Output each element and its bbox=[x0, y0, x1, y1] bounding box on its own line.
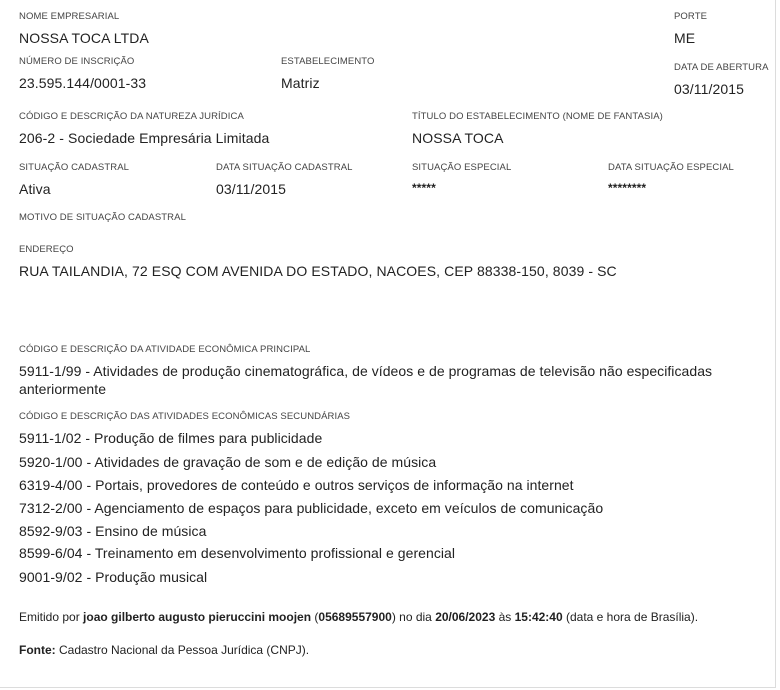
emissao-hora: 15:42:40 bbox=[514, 610, 563, 624]
numero-inscricao-value: 23.595.144/0001-33 bbox=[19, 75, 147, 91]
motivo-situacao-label: MOTIVO DE SITUAÇÃO CADASTRAL bbox=[19, 212, 186, 223]
emissao-as: às bbox=[495, 610, 515, 624]
natureza-juridica-label: CÓDIGO E DESCRIÇÃO DA NATUREZA JURÍDICA bbox=[19, 111, 244, 122]
emissao-abre: ( bbox=[311, 610, 319, 624]
porte-field bbox=[674, 11, 707, 46]
nome-fantasia-value: NOSSA TOCA bbox=[412, 130, 504, 146]
situacao-especial-field bbox=[412, 162, 511, 195]
data-abertura-value: 03/11/2015 bbox=[674, 81, 745, 97]
situacao-especial-label: SITUAÇÃO ESPECIAL bbox=[412, 162, 512, 173]
numero-inscricao-label: NÚMERO DE INSCRIÇÃO bbox=[19, 56, 135, 67]
data-situacao-cadastral-label: DATA SITUAÇÃO CADASTRAL bbox=[216, 162, 353, 173]
numero-inscricao-field bbox=[19, 56, 146, 91]
nome-empresarial-label: NOME EMPRESARIAL bbox=[19, 11, 120, 22]
estabelecimento-field bbox=[281, 56, 375, 91]
situacao-cadastral-label: SITUAÇÃO CADASTRAL bbox=[19, 162, 130, 173]
endereco-value: RUA TAILANDIA, 72 ESQ COM AVENIDA DO ESTADO, NACOES, CEP 88338-150, 8039 - SC bbox=[19, 263, 617, 279]
estabelecimento-label: ESTABELECIMENTO bbox=[281, 56, 375, 67]
atividade-secundaria-item: 5911-1/02 - Produção de filmes para publicidade bbox=[19, 430, 323, 446]
data-abertura-label: DATA DE ABERTURA bbox=[674, 62, 769, 73]
data-situacao-especial-value: ******** bbox=[608, 181, 647, 195]
atividades-secundarias-label: CÓDIGO E DESCRIÇÃO DAS ATIVIDADES ECONÔMICAS SECUNDÁRIAS bbox=[19, 411, 351, 422]
fonte-texto: Cadastro Nacional da Pessoa Jurídica (CNPJ). bbox=[55, 643, 310, 657]
natureza-juridica-field bbox=[19, 111, 269, 146]
atividade-secundaria-item: 6319-4/00 - Portais, provedores de conteúdo e outros serviços de informação na internet bbox=[19, 477, 574, 493]
emissao-meio: ) no dia bbox=[391, 610, 436, 624]
situacao-especial-value: ***** bbox=[412, 181, 436, 195]
motivo-situacao-field bbox=[19, 212, 186, 231]
atividade-principal-line-2: anteriormente bbox=[19, 381, 107, 397]
data-abertura-field bbox=[674, 62, 769, 97]
nome-empresarial-field bbox=[19, 11, 149, 46]
atividade-secundaria-item: 7312-2/00 - Agenciamento de espaços para publicidade, exceto em veículos de comunicação bbox=[19, 500, 604, 516]
data-situacao-cadastral-value: 03/11/2015 bbox=[216, 181, 287, 197]
emissao-cpf: 05689557900 bbox=[318, 610, 392, 624]
atividades-secundarias-field bbox=[19, 411, 350, 422]
nome-fantasia-label: TÍTULO DO ESTABELECIMENTO (NOME DE FANTASIA) bbox=[412, 111, 663, 122]
endereco-label: ENDEREÇO bbox=[19, 244, 74, 255]
atividade-secundaria-item: 9001-9/02 - Produção musical bbox=[19, 569, 208, 585]
endereco-field bbox=[19, 244, 617, 279]
emissao-prefixo: Emitido por bbox=[19, 610, 84, 624]
natureza-juridica-value: 206-2 - Sociedade Empresária Limitada bbox=[19, 130, 270, 146]
fonte-label: Fonte: bbox=[19, 643, 56, 657]
situacao-cadastral-value: Ativa bbox=[19, 181, 51, 197]
situacao-cadastral-field bbox=[19, 162, 129, 197]
emissao-usuario: joao gilberto augusto pieruccini moojen bbox=[83, 610, 312, 624]
porte-value: ME bbox=[674, 30, 696, 46]
emissao-note bbox=[19, 610, 698, 624]
atividade-principal-line-1: 5911-1/99 - Atividades de produção cinematográfica, de vídeos e de programas de televisão não especificadas bbox=[19, 363, 713, 379]
atividade-secundaria-item: 5920-1/00 - Atividades de gravação de som e de edição de música bbox=[19, 454, 437, 470]
porte-label: PORTE bbox=[674, 11, 708, 22]
estabelecimento-value: Matriz bbox=[281, 75, 320, 91]
emissao-data: 20/06/2023 bbox=[435, 610, 496, 624]
nome-fantasia-field bbox=[412, 111, 663, 146]
atividade-secundaria-item: 8592-9/03 - Ensino de música bbox=[19, 523, 207, 539]
data-situacao-especial-field bbox=[608, 162, 734, 195]
data-situacao-especial-label: DATA SITUAÇÃO ESPECIAL bbox=[608, 162, 734, 173]
nome-empresarial-value: NOSSA TOCA LTDA bbox=[19, 30, 149, 46]
fonte-note bbox=[19, 643, 309, 657]
atividade-principal-field bbox=[19, 344, 310, 355]
emissao-sufixo: (data e hora de Brasília). bbox=[562, 610, 699, 624]
atividade-secundaria-item: 8599-6/04 - Treinamento em desenvolvimento profissional e gerencial bbox=[19, 545, 456, 561]
atividade-principal-label: CÓDIGO E DESCRIÇÃO DA ATIVIDADE ECONÔMICA PRINCIPAL bbox=[19, 344, 311, 355]
data-situacao-cadastral-field bbox=[216, 162, 353, 197]
